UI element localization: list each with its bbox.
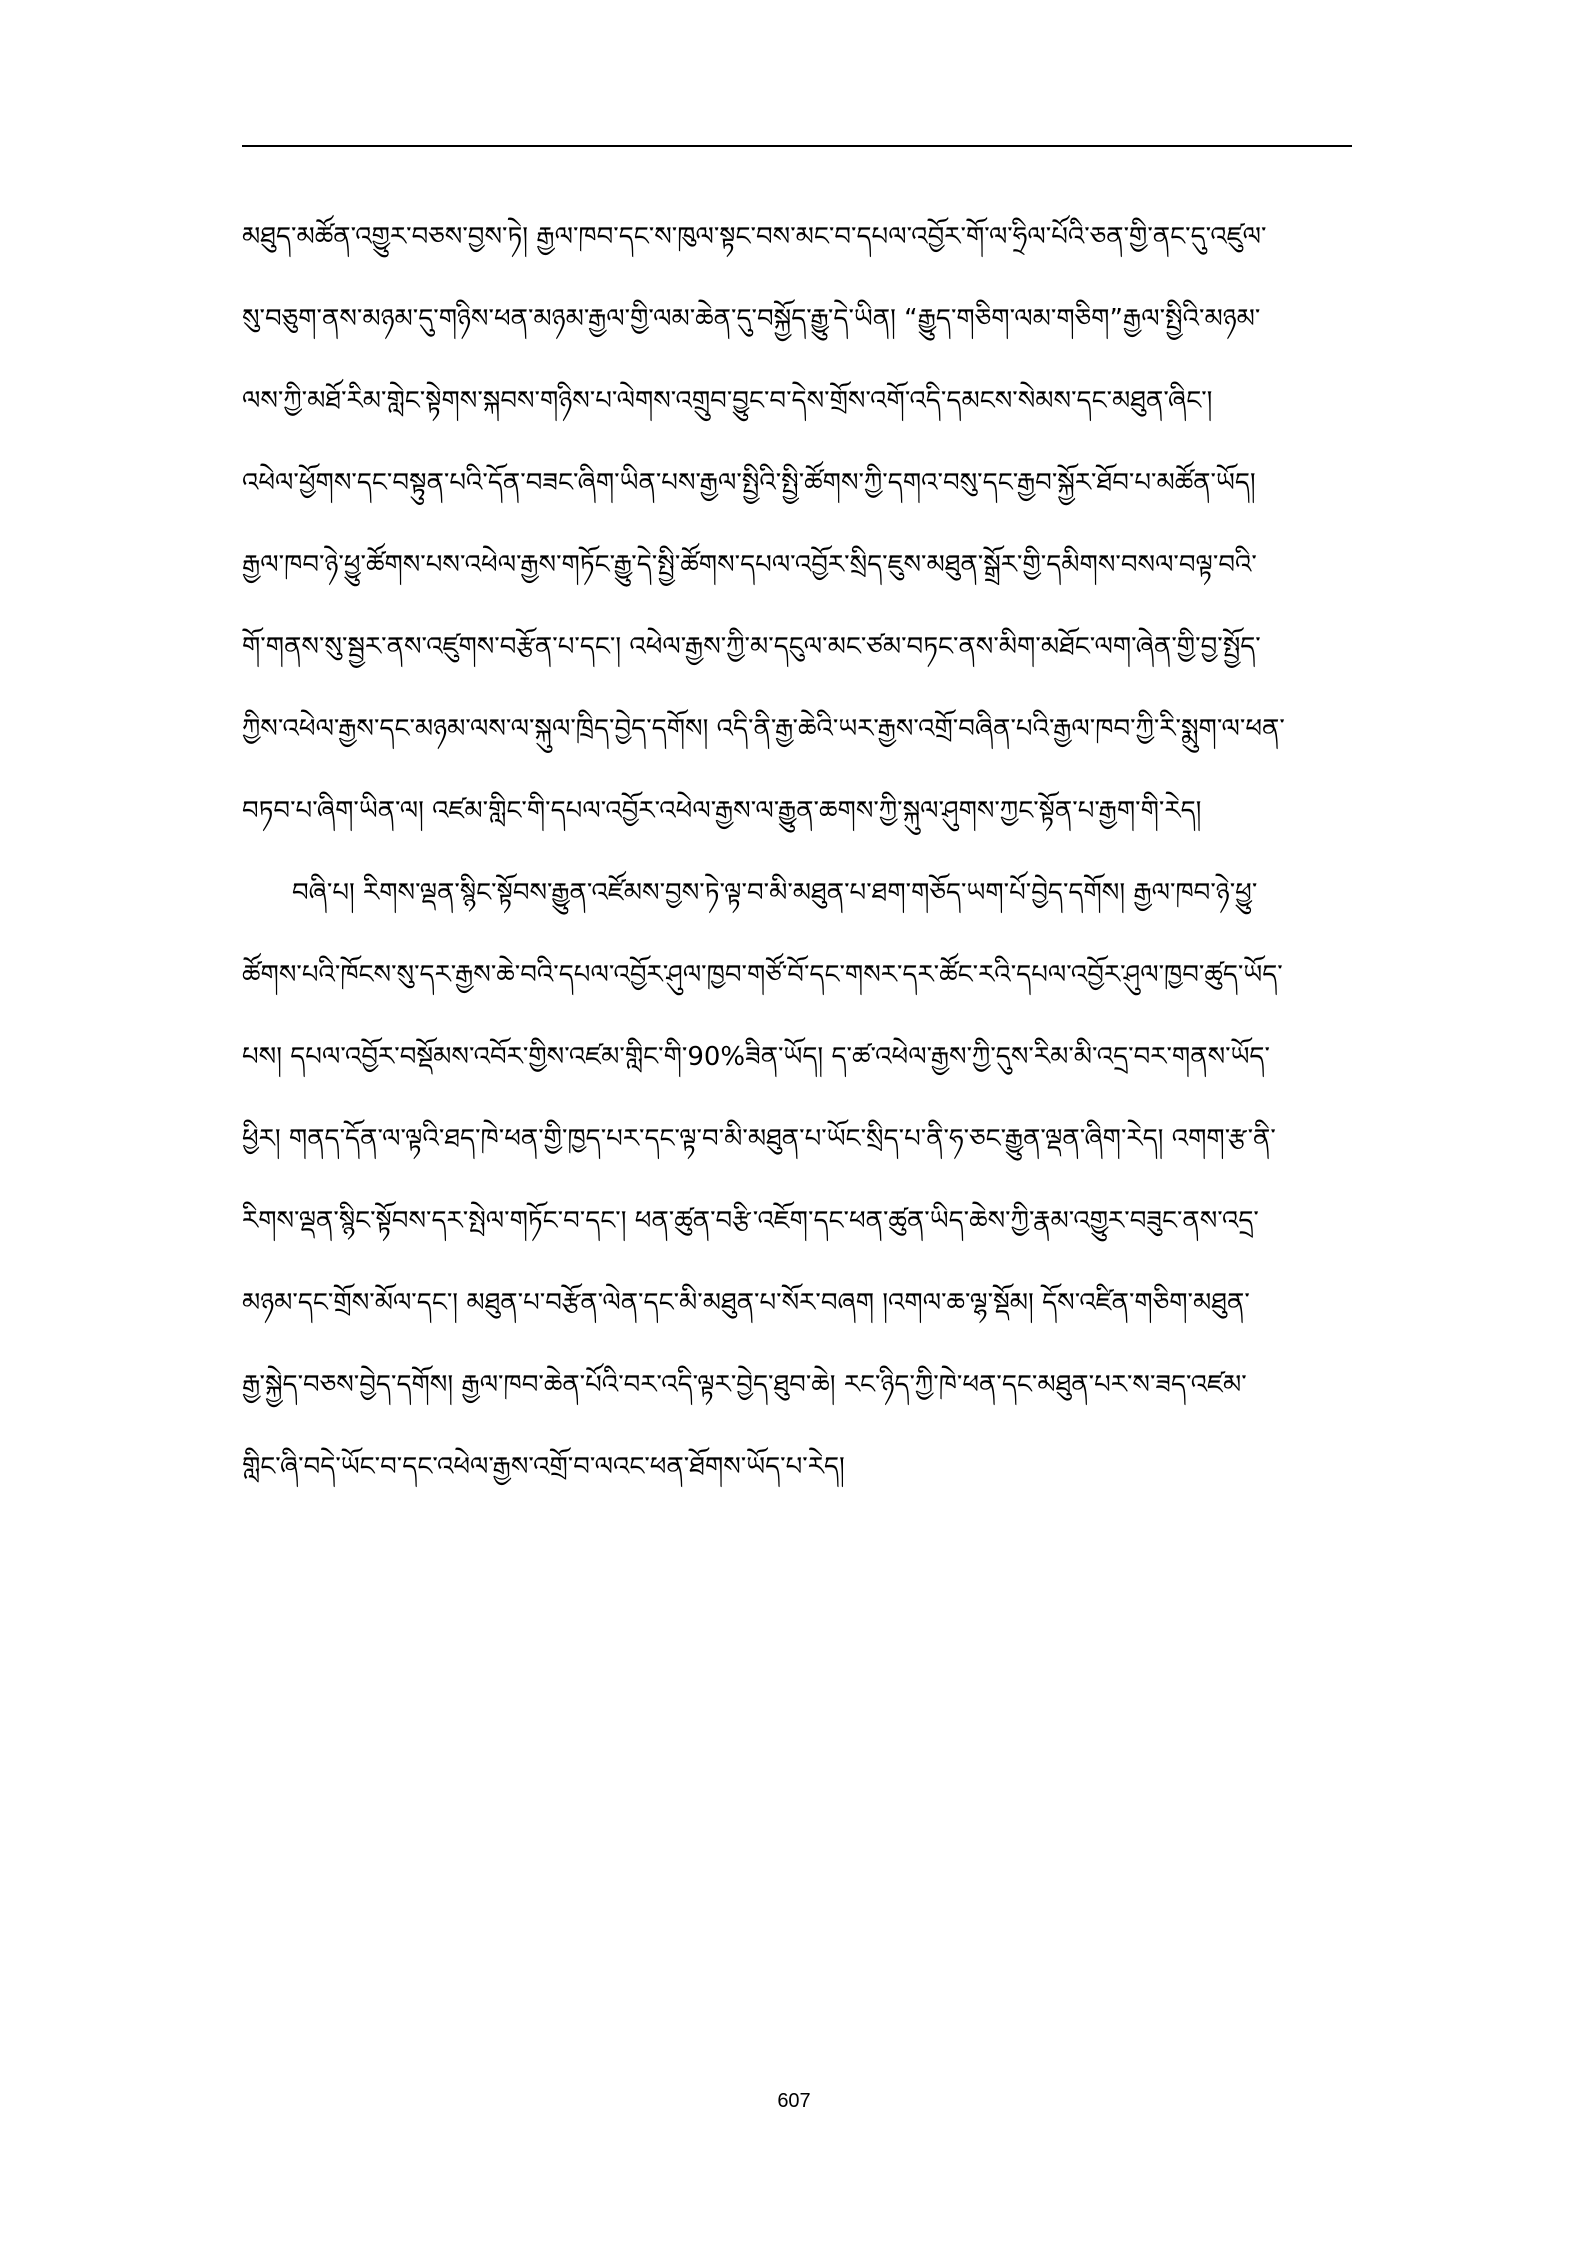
body-text (242, 196, 1352, 1508)
text-line: ཀྱིས་འཕེལ་རྒྱས་དང་མཉམ་ལས་ལ་སྐུལ་ཁྲིད་བྱེད་དགོས། འདི་ནི་རྒྱ་ཆེའི་ཡར་རྒྱས་འགྲོ་བཞིན་པའི་རྒྱལ་ཁབ་ཀྱི་རི་སྨུག་ལ་ཕན་ (242, 714, 1285, 744)
text-line: མཉམ་དང་གྲོས་མོལ་དང་། མཐུན་པ་བརྩོན་ལེན་དང་མི་མཐུན་པ་སོར་བཞག །འགལ་ཆ་ལྷ་སྡོམ། དོས་འཛིན་གཅིག་མཐུན་ (242, 1288, 1250, 1318)
text-line: གོ་གནས་སུ་སྦྱར་ནས་འཛུགས་བརྩོན་པ་དང་། འཕེལ་རྒྱས་ཀྱི་མ་དངུལ་མང་ཙམ་བཏང་ནས་མིག་མཐོང་ལག་ཞེན་གྱི་བྱ་སྤྱོད་ (242, 632, 1261, 662)
text-line: འཕེལ་ཕྱོགས་དང་བསྟུན་པའི་དོན་བཟང་ཞིག་ཡིན་པས་རྒྱལ་སྤྱིའི་སྤྱི་ཚོགས་ཀྱི་དགའ་བསུ་དང་རྒྱབ་སྐྱོར་ཐོབ་པ་མཚོན་ཡོད། (242, 468, 1256, 498)
header-rule (242, 145, 1352, 147)
text-line: ལས་ཀྱི་མཐོ་རིམ་གླེང་སྟེགས་སྐབས་གཉིས་པ་ལེགས་འགྲུབ་བྱུང་བ་དེས་གྲོས་འགོ་འདི་དམངས་སེམས་དང་མཐུན་ཞིང་། (242, 386, 1213, 416)
text-line: སུ་བཅུག་ནས་མཉམ་དུ་གཉིས་ཕན་མཉམ་རྒྱལ་གྱི་ལམ་ཆེན་དུ་བསྐྱོད་རྒྱུ་དེ་ཡིན། “རྒྱུད་གཅིག་ལམ་གཅིག”རྒྱལ་སྤྱིའི་མཉམ་ (242, 304, 1261, 334)
text-line: པས། དཔལ་འབྱོར་བསྡོམས་འབོར་གྱིས་འཛམ་གླིང་གི་90%ཟིན་ཡོད། ད་ཚ་འཕེལ་རྒྱས་ཀྱི་དུས་རིམ་མི་འདྲ་བར་གནས་ཡོད་ (242, 1042, 1270, 1072)
text-line: ཕྱིར། གནད་དོན་ལ་ལྟའི་ཐད་ཁེ་ཕན་གྱི་ཁྱད་པར་དང་ལྟ་བ་མི་མཐུན་པ་ཡོང་སྲིད་པ་ནི་ཧ་ཅང་རྒྱུན་ལྡན་ཞིག་རེད། འགག་རྩ་ནི་ (242, 1124, 1276, 1154)
paragraph-start-line: བཞི་པ། རིགས་ལྡན་སྙིང་སྟོབས་རྒྱུན་འཛོམས་བྱས་ཏེ་ལྟ་བ་མི་མཐུན་པ་ཐག་གཅོད་ཡག་པོ་བྱེད་དགོས། རྒྱལ་ཁབ་ཉེ་ཕྱུ་ (292, 878, 1258, 908)
text-line: ཚོགས་པའི་ཁོངས་སུ་དར་རྒྱས་ཆེ་བའི་དཔལ་འབྱོར་ཤུལ་ཁྱབ་གཙོ་བོ་དང་གསར་དར་ཚོང་རའི་དཔལ་འབྱོར་ཤུལ་ཁྱབ་ཚུད་ཡོད་ (242, 960, 1283, 990)
text-line: རྒྱ་སྐྱེད་བཅས་བྱེད་དགོས། རྒྱལ་ཁབ་ཆེན་པོའི་བར་འདི་ལྟར་བྱེད་ཐུབ་ཆེ། རང་ཉིད་ཀྱི་ཁེ་ཕན་དང་མཐུན་པར་ས་ཟད་འཛམ་ (242, 1370, 1247, 1400)
text-line: བཏབ་པ་ཞིག་ཡིན་ལ། འཛམ་གླིང་གི་དཔལ་འབྱོར་འཕེལ་རྒྱས་ལ་རྒྱུན་ཆགས་ཀྱི་སྐུལ་ཤུགས་ཀྱང་སྟོན་པ་རྒྱག་གི་རེད། (242, 796, 1202, 826)
page-number: 607 (777, 2090, 811, 2112)
text-line: རིགས་ལྡན་སྙིང་སྟོབས་དར་སྤེལ་གཏོང་བ་དང་། ཕན་ཚུན་བརྩི་འཇོག་དང་ཕན་ཚུན་ཡིད་ཆེས་ཀྱི་རྣམ་འགྱུར་བཟུང་ནས་འདྲ་ (242, 1206, 1259, 1236)
text-line: གླིང་ཞི་བདེ་ཡོང་བ་དང་འཕེལ་རྒྱས་འགྲོ་བ་ལའང་ཕན་ཐོགས་ཡོད་པ་རེད། (242, 1452, 845, 1482)
text-line: རྒྱལ་ཁབ་ཉེ་ཕྱུ་ཚོགས་པས་འཕེལ་རྒྱས་གཏོང་རྒྱུ་དེ་སྤྱི་ཚོགས་དཔལ་འབྱོར་སྲིད་ཇུས་མཐུན་སྒྲོར་གྱི་དམིགས་བསལ་བལྟ་བའི་ (242, 550, 1257, 580)
text-line: མཐུད་མཚོན་འགྱུར་བཅས་བྱས་ཏེ། རྒྱལ་ཁབ་དང་ས་ཁུལ་སྟང་བས་མང་བ་དཔལ་འབྱོར་གོ་ལ་ཧྲིལ་པོའི་ཅན་གྱི་ནང་དུ་འཛུལ་ (242, 222, 1267, 252)
